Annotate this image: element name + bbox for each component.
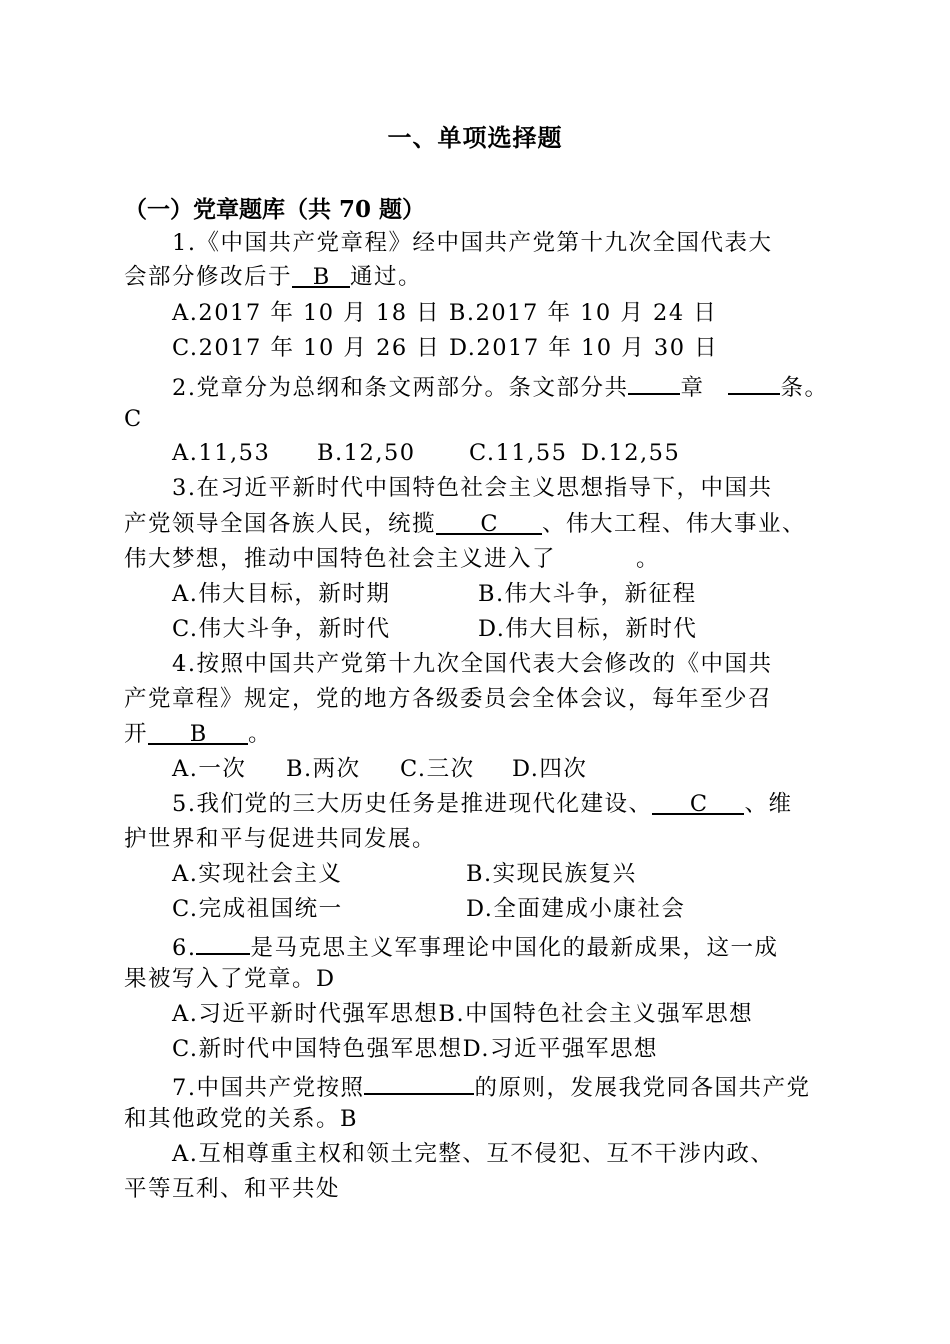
q3-option-c: C.伟大斗争，新时代 <box>172 616 391 642</box>
q4-option-b: B.两次 <box>286 756 361 782</box>
q4-line-2: 产党章程》规定，党的地方各级委员会全体会议，每年至少召 <box>124 686 773 712</box>
q3-line-3: 伟大梦想，推动中国特色社会主义进入了 。 <box>124 546 661 572</box>
q6-line-2: 果被写入了党章。D <box>124 966 336 992</box>
q7-line-2: 和其他政党的关系。B <box>124 1106 359 1132</box>
q2-line-1: 2.党章分为总纲和条文两部分。条文部分共 章 条。 <box>172 369 829 403</box>
q3-answer-blank: C <box>436 509 542 535</box>
q5-option-b: B.实现民族复兴 <box>466 861 637 887</box>
q5-option-c: C.完成祖国统一 <box>172 896 343 922</box>
q2-option-c: C.11,55 <box>469 440 568 466</box>
q6-option-c: C.新时代中国特色强军思想 <box>172 1036 463 1062</box>
q5-option-a: A.实现社会主义 <box>172 861 343 887</box>
q7-option-a-line-1: A.互相尊重主权和领土完整、互不侵犯、互不干涉内政、 <box>172 1141 775 1167</box>
q2-option-d: D.12,55 <box>581 440 681 466</box>
q2-blank-1 <box>628 369 680 395</box>
q1-options-ab <box>172 298 717 328</box>
page-title: 一、单项选择题 <box>387 123 563 152</box>
q6-line-1: 6. 是马克思主义军事理论中国化的最新成果，这一成 <box>172 929 778 963</box>
q7-line-1: 7.中国共产党按照 的原则，发展我党同各国共产党 <box>172 1069 810 1103</box>
q5-line-1: 5.我们党的三大历史任务是推进现代化建设、 C 、维 <box>172 791 793 817</box>
q2-blank-2 <box>728 369 780 395</box>
q5-options-ab <box>172 859 637 889</box>
q6-options-ab <box>172 999 753 1029</box>
q3-option-a: A.伟大目标，新时期 <box>172 581 391 607</box>
q6-option-b: B.中国特色社会主义强军思想 <box>438 1001 754 1027</box>
q4-option-c: C.三次 <box>400 756 475 782</box>
q4-options <box>172 754 587 784</box>
q4-line-1: 4.按照中国共产党第十九次全国代表大会修改的《中国共 <box>172 651 773 677</box>
q4-line-3: 开 B 。 <box>124 721 273 747</box>
q3-line-2: 产党领导全国各族人民，统揽 C 、伟大工程、伟大事业、 <box>124 511 807 537</box>
q1-option-c: C.2017 年 10 月 26 日 <box>172 335 441 361</box>
q1-option-b: B.2017 年 10 月 24 日 <box>448 300 718 326</box>
q3-option-d: D.伟大目标，新时代 <box>478 616 698 642</box>
q3-option-b: B.伟大斗争，新征程 <box>478 581 697 607</box>
q5-option-d: D.全面建成小康社会 <box>466 896 686 922</box>
q5-line-2: 护世界和平与促进共同发展。 <box>124 826 437 852</box>
q1-line-1: 1.《中国共产党章程》经中国共产党第十九次全国代表大 <box>172 230 773 256</box>
q1-answer-blank: B <box>292 262 350 288</box>
q5-answer-blank: C <box>652 789 744 815</box>
q7-blank <box>364 1069 474 1095</box>
q2-options <box>172 438 680 468</box>
q1-line-2: 会部分修改后于 B 通过。 <box>124 264 423 290</box>
q3-line-1: 3.在习近平新时代中国特色社会主义思想指导下，中国共 <box>172 475 773 501</box>
q7-option-a-line-2: 平等互利、和平共处 <box>124 1176 341 1202</box>
q6-option-d: D.习近平强军思想 <box>462 1036 658 1062</box>
q6-option-a: A.习近平新时代强军思想 <box>172 1001 439 1027</box>
q2-option-b: B.12,50 <box>317 440 416 466</box>
q2-option-a: A.11,53 <box>172 440 271 466</box>
q1-option-d: D.2017 年 10 月 30 日 <box>449 335 719 361</box>
q4-answer-blank: B <box>148 719 248 745</box>
q6-options-cd <box>172 1034 658 1064</box>
q5-options-cd <box>172 894 685 924</box>
q4-option-a: A.一次 <box>172 756 247 782</box>
q6-blank <box>196 929 250 955</box>
q3-options-ab <box>172 579 697 609</box>
q2-answer: C <box>124 406 143 432</box>
q4-option-d: D.四次 <box>512 756 588 782</box>
q3-options-cd <box>172 614 697 644</box>
section-heading: （一）党章题库（共 70 题） <box>124 196 426 223</box>
q1-option-a: A.2017 年 10 月 18 日 <box>172 300 441 326</box>
q1-options-cd <box>172 333 718 363</box>
